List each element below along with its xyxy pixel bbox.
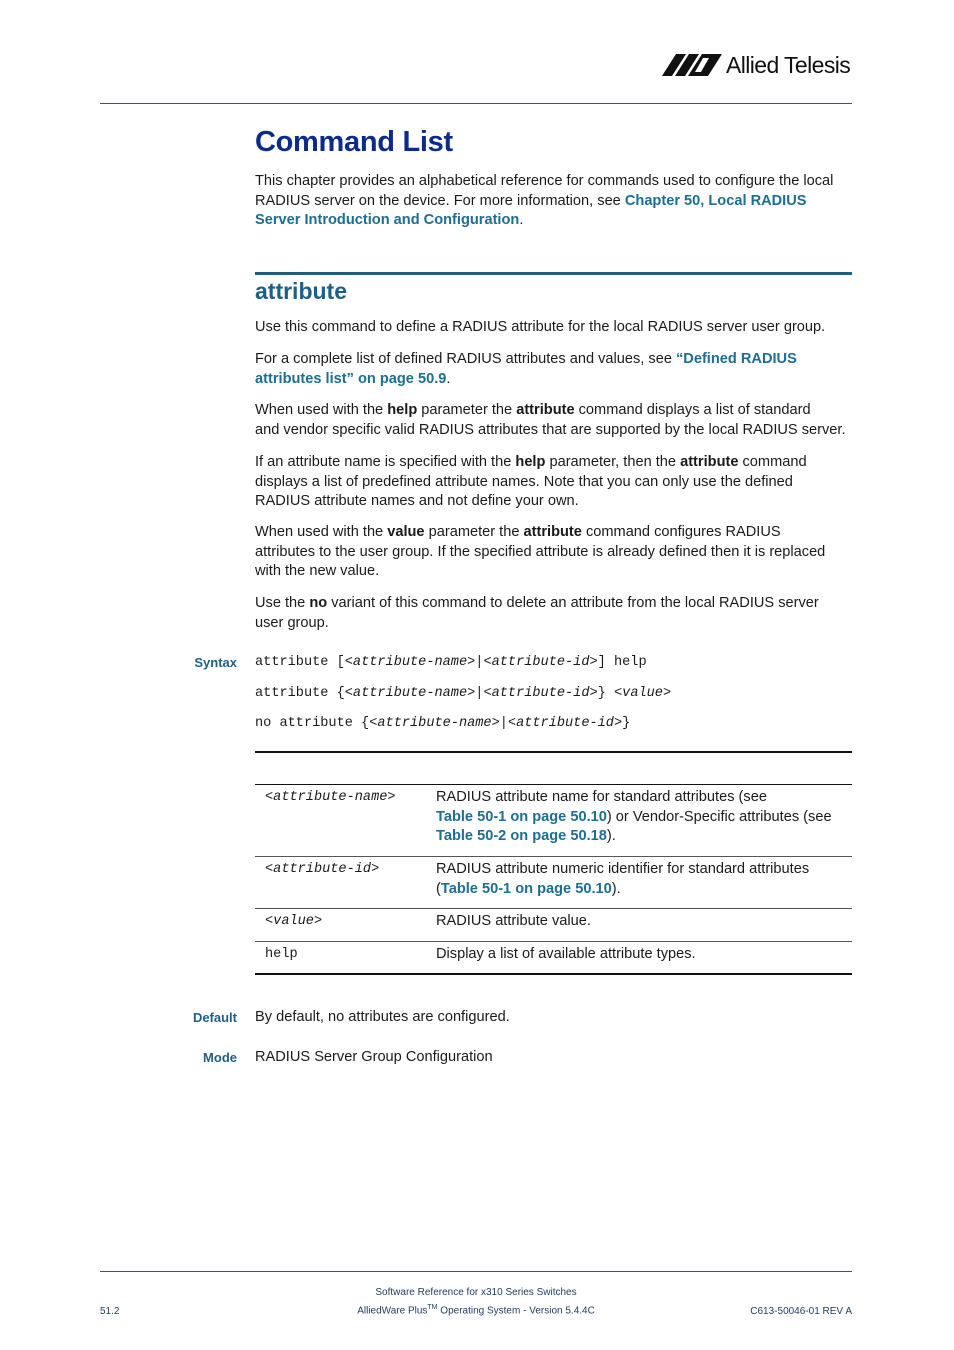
param-value: <value>: [265, 914, 323, 929]
description-p2: [255, 350, 855, 389]
p5-line-2: attributes to the user group. If the specified attribute is already defined then it is replaced: [255, 543, 826, 560]
p4-line-3: RADIUS attribute names and not define your own.: [255, 493, 579, 509]
description-p1: Use this command to define a RADIUS attribute for the local RADIUS server user group.: [255, 319, 826, 335]
allied-telesis-logo-mark-icon: [662, 54, 722, 76]
p2-text: For a complete list of defined RADIUS attributes and values, see: [255, 351, 676, 367]
p4-attribute-keyword: attribute: [680, 454, 739, 470]
p3-a: When used with the: [255, 402, 388, 418]
description-p4: [255, 453, 855, 512]
footer-title: Software Reference for x310 Series Switches: [375, 1287, 577, 1298]
table-50-1-link[interactable]: Table 50-1 on page 50.10: [436, 808, 607, 825]
table-row-rule: [255, 941, 852, 942]
table-50-2-link[interactable]: Table 50-2 on page 50.18: [436, 828, 607, 844]
intro-end: .: [519, 212, 524, 228]
description-p3: [255, 401, 855, 440]
syntax-line-2: attribute {<attribute-name>|<attribute-id>} <value>: [255, 686, 672, 701]
mode-text: RADIUS Server Group Configuration: [255, 1049, 493, 1065]
p4-help-keyword: help: [515, 454, 546, 470]
mode-label: Mode: [203, 1050, 237, 1065]
table-row-rule: [255, 908, 852, 909]
table-bottom-rule: [255, 973, 852, 975]
section-rule: [255, 272, 852, 275]
table-row-rule: [255, 856, 852, 857]
intro-line-1: This chapter provides an alphabetical reference for commands used to configure the local: [255, 173, 834, 189]
footer-os: AlliedWare Plus™ Operating System - Version 5.4.4C: [357, 1304, 595, 1317]
chapter-50-link[interactable]: Chapter 50, Local RADIUS: [624, 192, 807, 209]
p4-line-2: displays a list of predefined attribute names. Note that you can only use the defined: [255, 473, 793, 490]
defined-radius-link[interactable]: “Defined RADIUS: [676, 351, 797, 367]
p3-e: command displays a list of standard: [574, 402, 811, 418]
syntax-line-1: attribute [<attribute-name>|<attribute-id>] help: [255, 655, 647, 670]
p3-line-2: and vendor specific valid RADIUS attributes that are supported by the local RADIUS server.: [255, 421, 846, 438]
p5-a: When used with the: [255, 524, 388, 540]
description-p5: [255, 523, 855, 582]
param-attribute-name-description: RADIUS attribute name for standard attributes (see Table 50-1 on page 50.10) or Vendor-Specific attributes (see Table 50-2 on page 50.18).: [436, 789, 832, 844]
param-attribute-id-description: RADIUS attribute numeric identifier for standard attributes (Table 50-1 on page 50.10).: [436, 861, 810, 897]
p6-line-2: user group.: [255, 614, 329, 631]
param-help: help: [265, 947, 298, 962]
brand-name: Allied Telesis: [726, 51, 851, 78]
p2-end: .: [446, 370, 451, 387]
param-attribute-id: <attribute-id>: [265, 862, 380, 877]
intro-paragraph: [255, 172, 855, 231]
syntax-line-3: no attribute {<attribute-name>|<attribute-id>}: [255, 716, 631, 731]
defined-radius-link-continued[interactable]: attributes list” on page 50.9: [255, 370, 447, 387]
p3-help-keyword: help: [387, 402, 418, 418]
p4-e: command: [738, 454, 807, 470]
p5-value-keyword: value: [387, 524, 425, 540]
p4-c: parameter, then the: [545, 454, 681, 470]
p6-c: variant of this command to delete an attribute from the local RADIUS server: [327, 595, 819, 611]
default-label: Default: [192, 1010, 237, 1025]
p5-attribute-keyword: attribute: [523, 524, 582, 540]
chapter-title: Command List: [255, 126, 453, 158]
table-header-rule: [255, 784, 852, 785]
default-text: By default, no attributes are configured.: [255, 1009, 510, 1025]
description-p6: [255, 594, 855, 633]
page-number: 51.2: [100, 1306, 120, 1317]
section-title: attribute: [255, 278, 347, 304]
p5-c: parameter the: [424, 524, 524, 540]
p4-a: If an attribute name is specified with the: [255, 454, 516, 470]
param-help-description: Display a list of available attribute types.: [436, 946, 696, 962]
param-value-description: RADIUS attribute value.: [436, 913, 591, 929]
p5-e: command configures RADIUS: [581, 524, 781, 540]
param-attribute-name: <attribute-name>: [265, 790, 396, 805]
p5-line-3: with the new value.: [255, 563, 380, 579]
p3-attribute-keyword: attribute: [516, 402, 575, 418]
table-top-rule: [255, 751, 852, 753]
chapter-50-link-continued[interactable]: Server Introduction and Configuration: [255, 212, 520, 228]
document-number: C613-50046-01 REV A: [750, 1306, 852, 1317]
p6-no-keyword: no: [309, 595, 328, 611]
syntax-label: Syntax: [194, 655, 237, 670]
p6-a: Use the: [255, 595, 310, 611]
intro-line-2: RADIUS server on the device. For more information, see: [255, 192, 625, 209]
allied-telesis-logo: [662, 50, 854, 80]
p3-c: parameter the: [417, 402, 517, 418]
footer-rule: [100, 1271, 852, 1272]
table-50-1-link-2[interactable]: Table 50-1 on page 50.10: [440, 880, 612, 897]
header-rule: [100, 103, 852, 104]
